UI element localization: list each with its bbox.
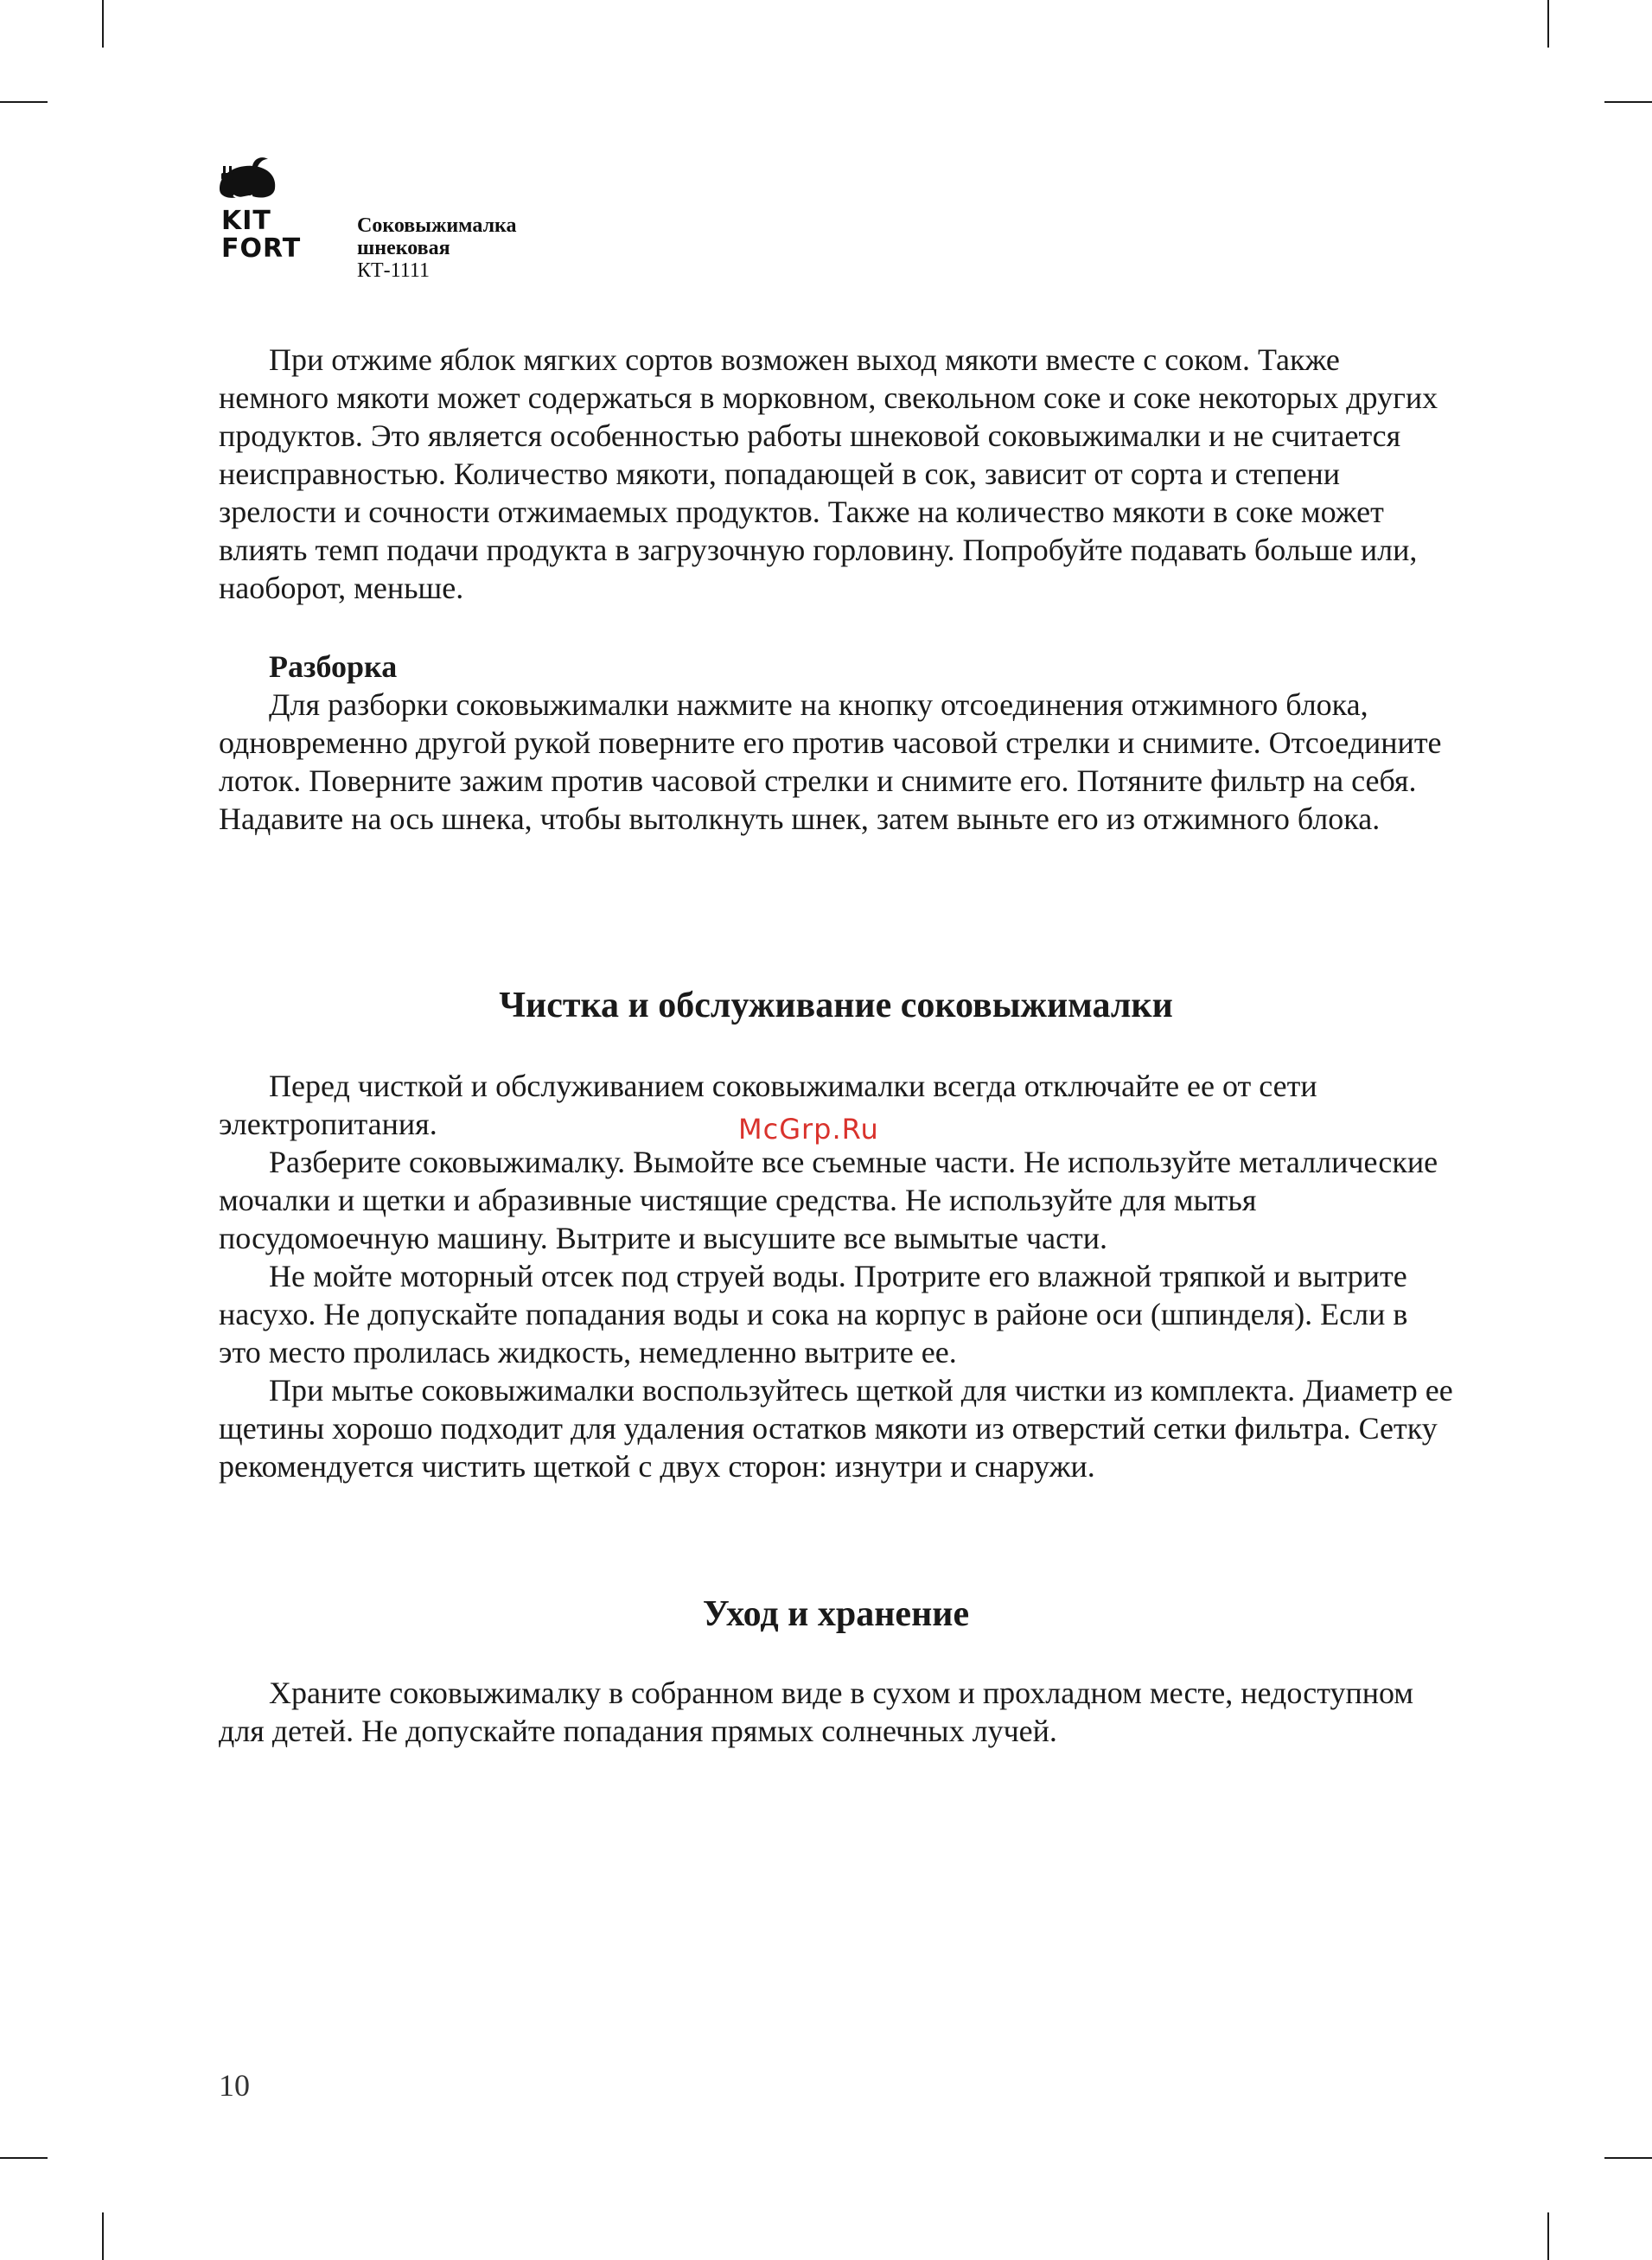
crop-mark-top-left [102, 0, 104, 48]
brand-line-2: FORT [221, 233, 302, 264]
cleaning-paragraph-4: При мытье соковыжималки воспользуйтесь щеткой для чистки из комплекта. Диаметр ее щетины хорошо подходит для удаления остатков мякоти из отверстий сетки фильтра. Сетку рекомендуется чистить щеткой с двух сторон: изнутри и снаружи. [219, 1373, 1453, 1484]
cleaning-paragraph-3: Не мойте моторный отсек под струей воды. Протрите его влажной тряпкой и вытрите насухо. Не допускайте попадания воды и сока на корпус в районе оси (шпинделя). Если в это место пролилась жидкость, немедленно вытрите ее. [219, 1259, 1408, 1369]
brand-logo-text [221, 207, 301, 263]
crop-mark-bottom-right [1547, 2212, 1549, 2260]
disassembly-subtitle: Разборка [269, 649, 398, 684]
crop-mark-bottom-left [102, 2212, 104, 2260]
section-intro [219, 341, 1453, 607]
watermark-text: McGrp.Ru [738, 1113, 879, 1146]
cleaning-paragraph-1: Перед чисткой и обслуживанием соковыжималки всегда отключайте ее от сети электропитания. [219, 1069, 1317, 1141]
storage-heading: Уход и хранение [702, 1594, 970, 1634]
brand-logo [214, 154, 327, 262]
page-number: 10 [219, 2068, 250, 2103]
crop-mark-left-top [0, 101, 48, 103]
intro-paragraph: При отжиме яблок мягких сортов возможен выход мякоти вместе с соком. Также немного мякоти может содержаться в морковном, свекольном соке и соке некоторых других продуктов. Это является особенностью работы шнековой соковыжималки и не считается неисправностью. Количество мякоти, попадающей в сок, зависит от сорта и степени зрелости и сочности отжимаемых продуктов. Также на количество мякоти в соке может влиять темп подачи продукта в загрузочную горловину. Попробуйте подавать больше или, наоборот, меньше. [219, 342, 1438, 605]
product-title [357, 214, 517, 282]
crop-mark-right-bottom [1604, 2157, 1652, 2159]
section-disassembly [219, 648, 1453, 838]
cleaning-paragraph-2: Разберите соковыжималку. Вымойте все съемные части. Не используйте металлические мочалки и щетки и абразивные чистящие средства. Не используйте для мытья посудомоечную машину. Вытрите и высушите все вымытые части. [219, 1145, 1438, 1255]
brand-line-1: KIT [221, 206, 271, 236]
storage-paragraph: Храните соковыжималку в собранном виде в сухом и прохладном месте, недоступном для детей. Не допускайте попадания прямых солнечных лучей. [219, 1676, 1414, 1748]
cleaning-heading: Чистка и обслуживание соковыжималки [499, 986, 1173, 1025]
disassembly-paragraph: Для разборки соковыжималки нажмите на кнопку отсоединения отжимного блока, одновременно другой рукой поверните его против часовой стрелки и снимите. Отсоедините лоток. Поверните зажим против часовой стрелки и снимите его. Потяните фильтр на себя. Надавите на ось шнека, чтобы вытолкнуть шнек, затем выньте его из отжимного блока. [219, 687, 1442, 836]
product-model: КТ-1111 [357, 259, 430, 282]
whale-plug-icon [214, 154, 284, 206]
crop-mark-left-bottom [0, 2157, 48, 2159]
crop-mark-top-right [1547, 0, 1549, 48]
product-name-line1: Соковыжималка [357, 214, 517, 237]
section-storage [219, 1674, 1453, 1750]
crop-mark-right-top [1604, 101, 1652, 103]
product-name-line2: шнековая [357, 237, 450, 259]
